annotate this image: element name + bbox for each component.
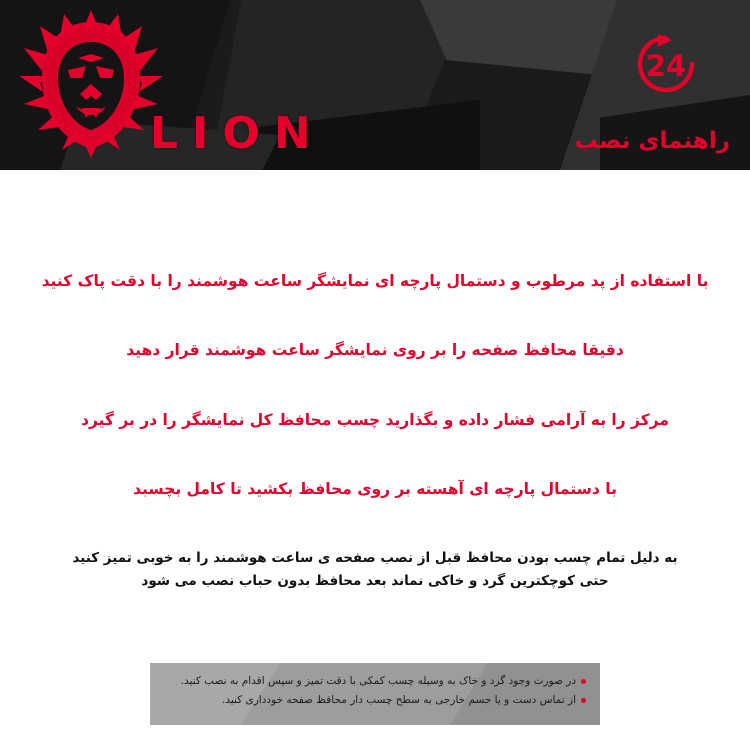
header-banner: [0, 0, 750, 170]
svg-text:24: 24: [645, 49, 687, 83]
step-1: با استفاده از پد مرطوب و دستمال پارچه ای نمایشگر ساعت هوشمند را با دقت پاک کنید: [41, 272, 709, 290]
24-hour-arrow-icon: [628, 26, 704, 102]
footer-note-1: در صورت وجود گرد و خاک به وسیله چسب کمکی با دقت تمیز و سپس اقدام به نصب کنید.: [180, 675, 576, 687]
bullet-icon: [581, 679, 586, 684]
brand-name: LION: [150, 108, 325, 159]
bullet-icon: [581, 698, 586, 703]
instruction-steps: [0, 170, 750, 593]
footer-note-1-row: [164, 672, 586, 691]
step-4: با دستمال پارچه ای آهسته بر روی محافظ بکشید تا کامل بچسبد: [133, 479, 617, 498]
important-note: [0, 547, 750, 593]
note-line-1: به دلیل تمام چسب بودن محافظ قبل از نصب صفحه ی ساعت هوشمند را به خوبی تمیز کنید: [72, 550, 678, 566]
footer-bar: [150, 663, 600, 725]
header-title: راهنمای نصب: [574, 128, 730, 154]
step-2: دقیقا محافظ صفحه را بر روی نمایشگر ساعت هوشمند قرار دهید: [126, 341, 624, 360]
lion-head-icon: [16, 8, 166, 158]
footer-notes: [150, 663, 600, 711]
note-line-2: حتی کوچکترین گرد و خاکی نماند بعد محافظ بدون حباب نصب می شود: [141, 572, 609, 589]
step-3: مرکز را به آرامی فشار داده و بگذارید چسب محافظ کل نمایشگر را در بر گیرد: [81, 410, 669, 429]
footer-note-2-row: [164, 691, 586, 710]
footer-note-2: از تماس دست و یا جسم خارجی به سطح چسب دار محافظ صفحه خودداری کنید.: [221, 694, 576, 707]
